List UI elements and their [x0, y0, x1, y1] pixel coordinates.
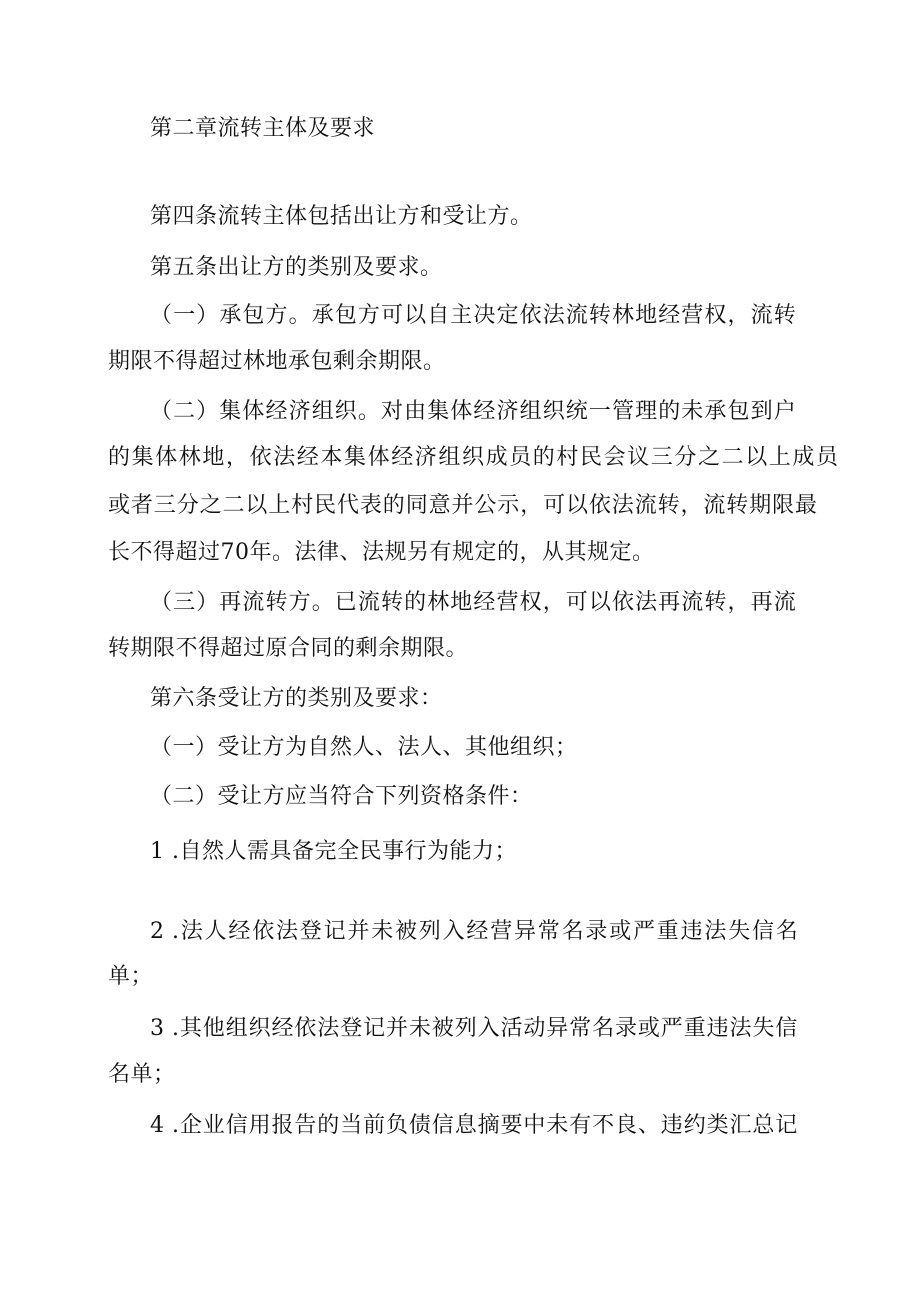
article-6-heading: 第六条受让方的类别及要求：: [150, 686, 443, 711]
condition-1: [150, 837, 517, 867]
condition-4-number: 4: [150, 1113, 165, 1138]
article-4: 第四条流转主体包括出让方和受让方。: [150, 204, 533, 229]
condition-2-number: 2: [150, 919, 166, 944]
article-5-heading: 第五条出让方的类别及要求。: [150, 255, 443, 280]
article-5-item-3-line-2: 转期限不得超过原合同的剩余期限。: [108, 636, 469, 661]
condition-2-text-line-1: .法人经依法登记并未被列入经营异常名录或严重违法失信名: [172, 919, 800, 944]
article-5-item-2-line-4: 长不得超过70年。法律、法规另有规定的，从其规定。: [108, 540, 655, 565]
condition-4: [150, 1111, 798, 1141]
condition-3-text-line-2: 名单；: [108, 1062, 176, 1087]
condition-2-text-line-2: 单；: [108, 964, 154, 989]
article-5-item-1-line-1: （一）承包方。承包方可以自主决定依法流转林地经营权，流转: [150, 303, 797, 328]
article-6-item-2: （二）受让方应当符合下列资格条件：: [150, 784, 533, 809]
article-5-item-2-line-3: 或者三分之二以上村民代表的同意并公示，可以依法流转，流转期限最: [108, 493, 818, 518]
condition-2: [150, 917, 800, 947]
article-5-item-2-line-1: （二）集体经济组织。对由集体经济组织统一管理的未承包到户: [150, 399, 797, 424]
condition-1-text: .自然人需具备完全民事行为能力；: [172, 839, 517, 864]
article-6-item-1: （一）受让方为自然人、法人、其他组织；: [150, 735, 578, 760]
condition-3-number: 3: [150, 1016, 165, 1041]
chapter-title: 第二章流转主体及要求: [150, 116, 376, 141]
condition-4-text-line-1: .企业信用报告的当前负债信息摘要中未有不良、违约类汇总记: [172, 1113, 799, 1138]
condition-1-number: 1: [150, 839, 165, 864]
article-5-item-1-line-2: 期限不得超过林地承包剩余期限。: [108, 349, 446, 374]
article-5-item-2-line-2: 的集体林地，依法经本集体经济组织成员的村民会议三分之二以上成员: [108, 445, 840, 470]
condition-3: [150, 1014, 798, 1044]
article-5-item-3-line-1: （三）再流转方。已流转的林地经营权，可以依法再流转，再流: [150, 590, 797, 615]
condition-3-text-line-1: .其他组织经依法登记并未被列入活动异常名录或严重违法失信: [172, 1016, 799, 1041]
